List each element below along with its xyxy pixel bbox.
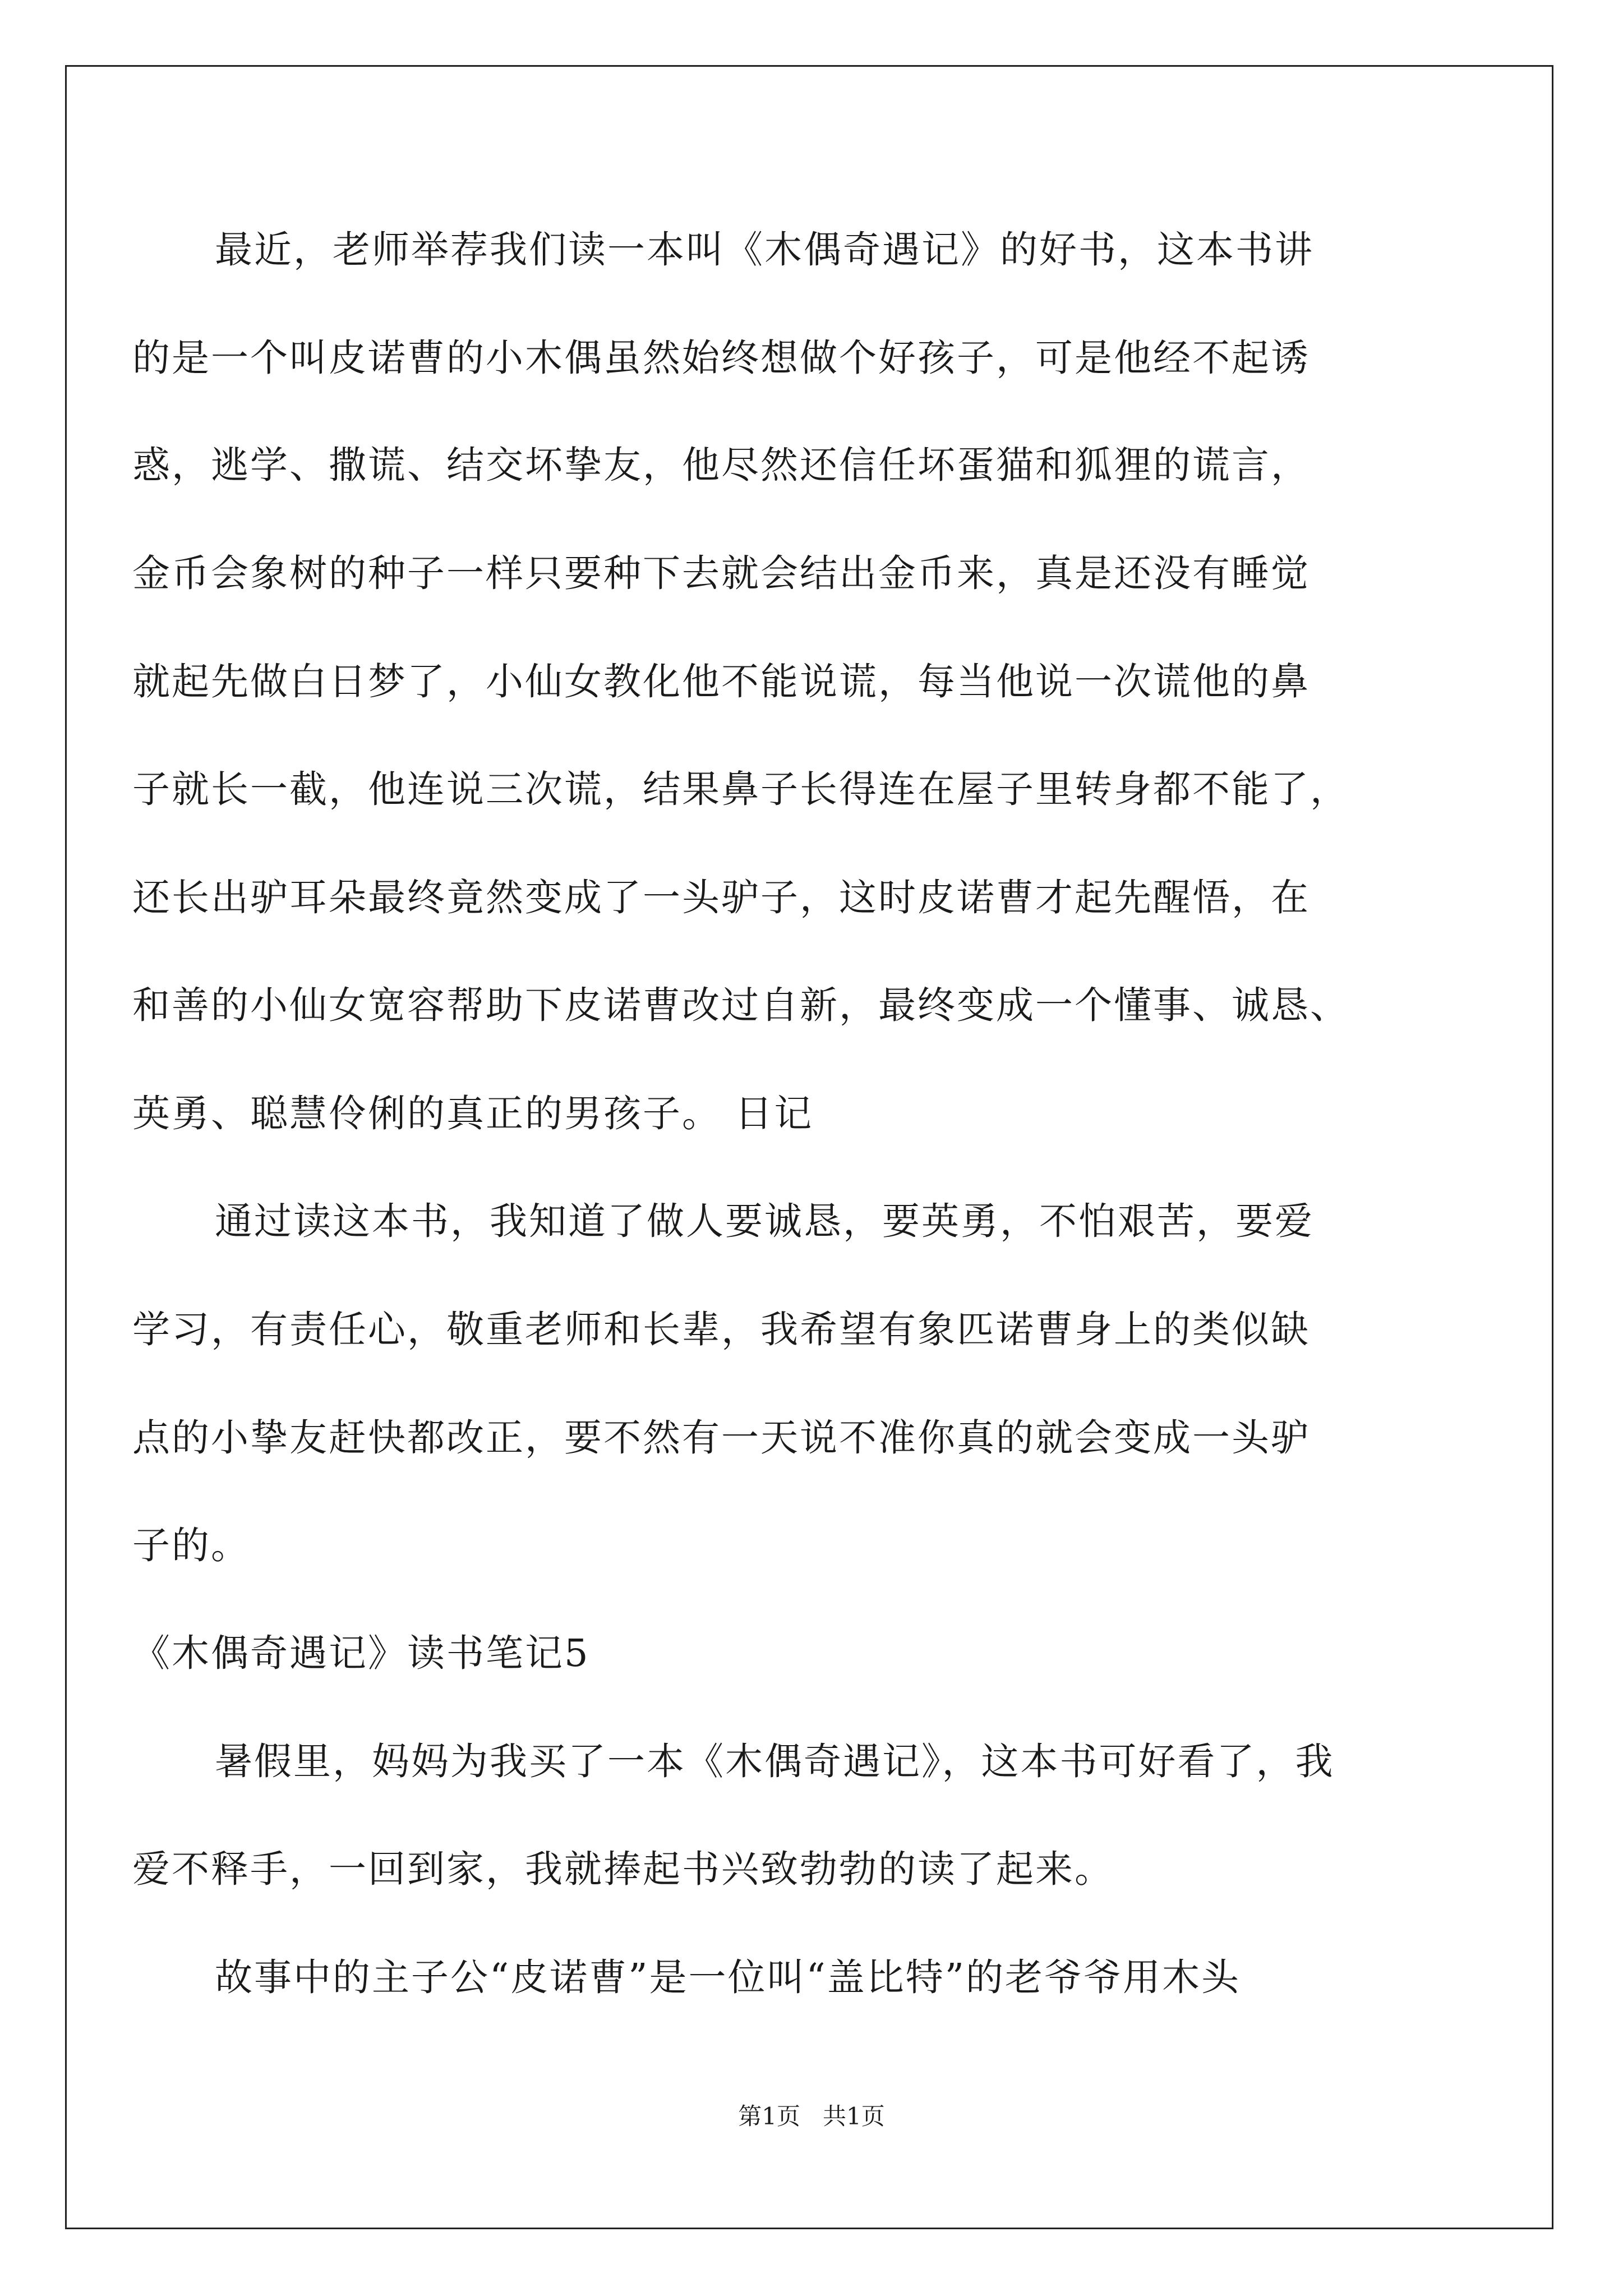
page-total: 共1页: [823, 2102, 885, 2130]
paragraph-line: 的是一个叫皮诺曹的小木偶虽然始终想做个好孩子，可是他经不起诱: [132, 336, 1310, 380]
paragraph-line: 和善的小仙女宽容帮助下皮诺曹改过自新，最终变成一个懂事、诚恳、: [132, 983, 1349, 1027]
paragraph-line: 惑，逃学、撒谎、结交坏挚友，他尽然还信任坏蛋猫和狐狸的谎言，: [132, 443, 1310, 487]
paragraph-line: 就起先做白日梦了，小仙女教化他不能说谎，每当他说一次谎他的鼻: [132, 660, 1310, 703]
paragraph-line: 金币会象树的种子一样只要种下去就会结出金币来，真是还没有睡觉: [132, 551, 1310, 595]
paragraph-line: 暑假里，妈妈为我买了一本《木偶奇遇记》，这本书可好看了，我: [215, 1740, 1335, 1783]
paragraph-line: 学习，有责任心，敬重老师和长辈，我希望有象匹诺曹身上的类似缺: [132, 1308, 1310, 1351]
paragraph-line: 子的。: [132, 1524, 250, 1567]
paragraph-line: 爱不释手，一回到家，我就捧起书兴致勃勃的读了起来。: [132, 1847, 1114, 1891]
paragraph-line: 还长出驴耳朵最终竟然变成了一头驴子，这时皮诺曹才起先醒悟，在: [132, 876, 1310, 919]
section-heading: 《木偶奇遇记》读书笔记5: [132, 1631, 590, 1675]
paragraph-line: 故事中的主子公“皮诺曹”是一位叫“盖比特”的老爷爷用木头: [215, 1955, 1241, 1999]
paragraph-line: 点的小挚友赶快都改正，要不然有一天说不准你真的就会变成一头驴: [132, 1416, 1310, 1460]
paragraph-line: 通过读这本书，我知道了做人要诚恳，要英勇，不怕艰苦，要爱: [215, 1199, 1314, 1243]
page-frame: [65, 65, 1553, 2229]
paragraph-line: 最近，老师举荐我们读一本叫《木偶奇遇记》的好书，这本书讲: [215, 228, 1314, 272]
paragraph-line: 子就长一截，他连说三次谎，结果鼻子长得连在屋子里转身都不能了，: [132, 767, 1349, 811]
page-number: 第1页: [738, 2102, 800, 2130]
paragraph-line: 英勇、聪慧伶俐的真正的男孩子。 日记: [132, 1092, 814, 1135]
page-footer: [0, 2102, 1623, 2130]
